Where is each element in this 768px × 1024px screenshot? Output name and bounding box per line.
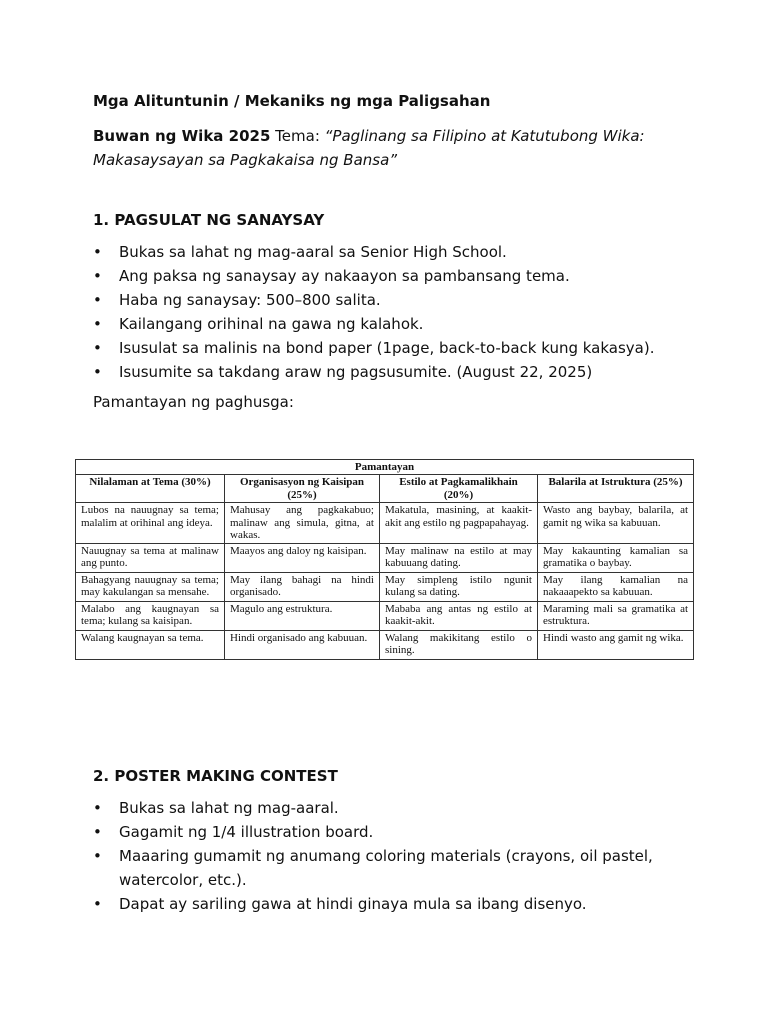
rubric-cell: Walang makikitang estilo o sining. (380, 630, 538, 659)
list-item: • Maaaring gumamit ng anumang coloring materials (crayons, oil pastel, watercolor, etc.). (93, 844, 713, 892)
rubric-header-row (76, 475, 694, 503)
rubric-header-cell: Organisasyon ng Kaisipan (25%) (225, 475, 380, 503)
bullet-icon: • (93, 243, 102, 261)
rubric-cell: Maayos ang daloy ng kaisipan. (225, 543, 380, 572)
bullet-icon: • (93, 315, 102, 333)
list-item: • Isusulat sa malinis na bond paper (1page, back-to-back kung kakasya). (93, 336, 713, 360)
section2-bullet-list (93, 796, 713, 916)
rubric-table (75, 459, 694, 660)
rubric-cell: May kakaunting kamalian sa gramatika o baybay. (538, 543, 694, 572)
rubric-cell: Malabo ang kaugnayan sa tema; kulang sa kaisipan. (76, 601, 225, 630)
theme-label: Tema: (275, 127, 320, 145)
rubric-caption-row (76, 460, 694, 475)
rubric-cell: Makatula, masining, at kaakit-akit ang estilo ng pagpapahayag. (380, 503, 538, 544)
list-item: • Kailangang orihinal na gawa ng kalahok. (93, 312, 713, 336)
rubric-cell: Magulo ang estruktura. (225, 601, 380, 630)
table-row (76, 543, 694, 572)
rubric-cell: Wasto ang baybay, balarila, at gamit ng wika sa kabuuan. (538, 503, 694, 544)
list-item: • Bukas sa lahat ng mag-aaral sa Senior High School. (93, 240, 713, 264)
theme-prefix: Buwan ng Wika 2025 (93, 127, 271, 145)
list-item: • Haba ng sanaysay: 500–800 salita. (93, 288, 713, 312)
list-item: • Bukas sa lahat ng mag-aaral. (93, 796, 713, 820)
bullet-icon: • (93, 895, 102, 913)
rubric-cell: May ilang kamalian na nakaaapekto sa kabuuan. (538, 572, 694, 601)
rubric-cell: Hindi organisado ang kabuuan. (225, 630, 380, 659)
table-row (76, 503, 694, 544)
rubric-cell: Nauugnay sa tema at malinaw ang punto. (76, 543, 225, 572)
section2-heading: 2. POSTER MAKING CONTEST (93, 767, 338, 785)
rubric-cell: Bahagyang nauugnay sa tema; may kakulangan sa mensahe. (76, 572, 225, 601)
rubric-cell: Walang kaugnayan sa tema. (76, 630, 225, 659)
bullet-icon: • (93, 291, 102, 309)
list-item: • Dapat ay sariling gawa at hindi ginaya mula sa ibang disenyo. (93, 892, 713, 916)
bullet-icon: • (93, 363, 102, 381)
rubric-cell: Hindi wasto ang gamit ng wika. (538, 630, 694, 659)
table-row (76, 630, 694, 659)
rubric-cell: Maraming mali sa gramatika at estruktura. (538, 601, 694, 630)
section1-heading: 1. PAGSULAT NG SANAYSAY (93, 211, 325, 229)
document-title: Mga Alituntunin / Mekaniks ng mga Paligsahan (93, 92, 491, 110)
bullet-icon: • (93, 823, 102, 841)
bullet-icon: • (93, 339, 102, 357)
list-item: • Gagamit ng 1/4 illustration board. (93, 820, 713, 844)
table-row (76, 572, 694, 601)
rubric-cell: Mababa ang antas ng estilo at kaakit-akit. (380, 601, 538, 630)
rubric-header-cell: Nilalaman at Tema (30%) (76, 475, 225, 503)
list-item: • Ang paksa ng sanaysay ay nakaayon sa pambansang tema. (93, 264, 713, 288)
rubric-cell: May ilang bahagi na hindi organisado. (225, 572, 380, 601)
bullet-icon: • (93, 799, 102, 817)
rubric-cell: Lubos na nauugnay sa tema; malalim at orihinal ang ideya. (76, 503, 225, 544)
rubric-cell: Mahusay ang pagkakabuo; malinaw ang simula, gitna, at wakas. (225, 503, 380, 544)
table-row (76, 601, 694, 630)
theme-text: “Paglinang sa Filipino at Katutubong Wika: Makasaysayan sa Pagkakaisa ng Bansa” (93, 127, 645, 169)
theme-line (93, 124, 713, 172)
rubric-cell: May malinaw na estilo at may kabuuang dating. (380, 543, 538, 572)
bullet-icon: • (93, 267, 102, 285)
bullet-icon: • (93, 847, 102, 865)
criteria-label: Pamantayan ng paghusga: (93, 393, 294, 411)
list-item: • Isusumite sa takdang araw ng pagsusumite. (August 22, 2025) (93, 360, 713, 384)
rubric-cell: May simpleng istilo ngunit kulang sa dating. (380, 572, 538, 601)
rubric-header-cell: Balarila at Istruktura (25%) (538, 475, 694, 503)
rubric-caption: Pamantayan (76, 460, 694, 475)
rubric-header-cell: Estilo at Pagkamalikhain (20%) (380, 475, 538, 503)
section1-bullet-list (93, 240, 713, 384)
